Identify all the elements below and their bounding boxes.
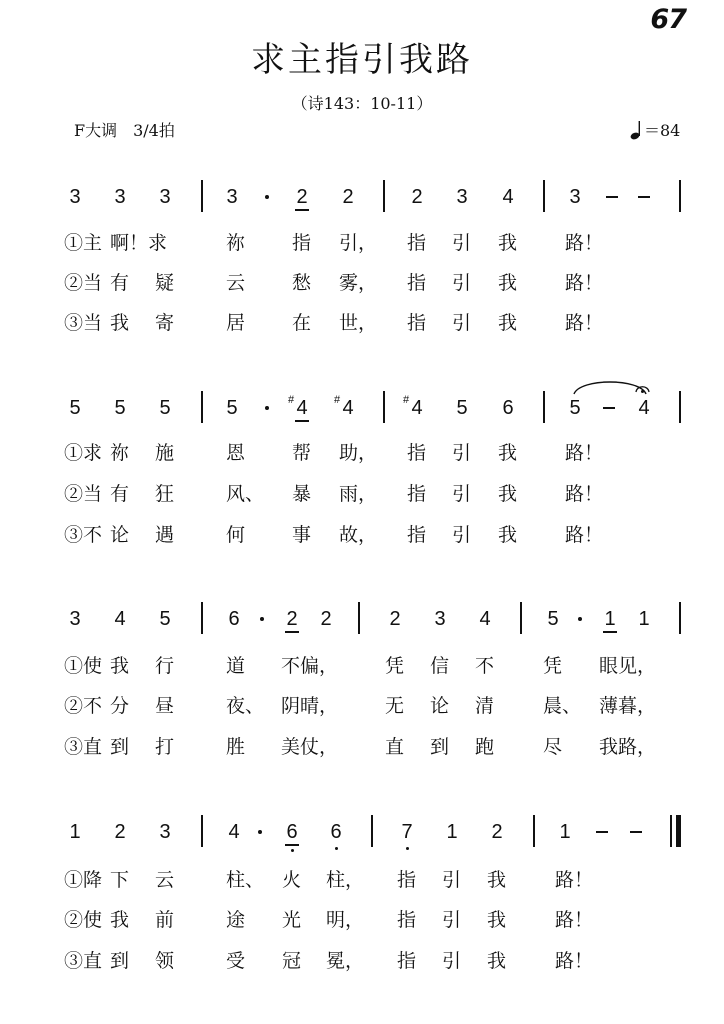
note: 4 bbox=[638, 397, 650, 419]
lyric: 清 bbox=[475, 695, 495, 717]
lyric: 美仗， bbox=[281, 736, 339, 758]
note: 3 bbox=[114, 186, 126, 208]
sharp-sign: # bbox=[288, 394, 295, 406]
bar-line bbox=[201, 815, 203, 847]
lyric: 引， bbox=[339, 232, 378, 254]
lyric: 我 bbox=[110, 909, 130, 931]
lyric: 疑 bbox=[155, 272, 175, 294]
bar-line bbox=[679, 180, 681, 212]
note-digit: 1 bbox=[604, 608, 616, 630]
lyric: 事 bbox=[292, 524, 312, 546]
lyric: 暴 bbox=[292, 483, 312, 505]
lyric: 居 bbox=[226, 312, 246, 334]
lyric: 火 bbox=[282, 869, 302, 891]
low-octave-dot bbox=[291, 849, 294, 852]
note bbox=[326, 820, 346, 844]
lyric: 云 bbox=[226, 272, 246, 294]
note: 3 bbox=[434, 608, 446, 630]
lyric: ②当 bbox=[64, 483, 103, 505]
note: 2 bbox=[114, 821, 126, 843]
lyric: 我 bbox=[498, 272, 518, 294]
lyric: 眼见， bbox=[599, 655, 657, 677]
lyric: 不 bbox=[475, 655, 495, 677]
note: 3 bbox=[226, 186, 238, 208]
lyric: 道 bbox=[226, 655, 246, 677]
note: 4 bbox=[114, 608, 126, 630]
lyric: 胜 bbox=[226, 736, 246, 758]
underline-mark bbox=[295, 420, 309, 422]
note: 5 bbox=[226, 397, 238, 419]
note bbox=[282, 820, 302, 844]
bar-line bbox=[383, 391, 385, 423]
note: 5 bbox=[114, 397, 126, 419]
lyric: 啊！求 bbox=[110, 232, 168, 254]
lyric: ③直 bbox=[64, 736, 103, 758]
note-digit: 6 bbox=[286, 821, 298, 843]
lyric: 指 bbox=[407, 312, 427, 334]
lyric: 狂 bbox=[155, 483, 175, 505]
lyric: 柱、 bbox=[226, 869, 265, 891]
bar-line bbox=[358, 602, 360, 634]
note-digit: 4 bbox=[342, 397, 354, 419]
bar-line bbox=[543, 180, 545, 212]
lyric: 雨， bbox=[339, 483, 378, 505]
bar-line bbox=[383, 180, 385, 212]
bar-line bbox=[543, 391, 545, 423]
note: 3 bbox=[569, 186, 581, 208]
lyric: 明， bbox=[326, 909, 365, 931]
augmentation-dot bbox=[260, 617, 264, 621]
underline-mark bbox=[285, 844, 299, 846]
lyric: 引 bbox=[442, 909, 462, 931]
note: 5 bbox=[69, 397, 81, 419]
lyric: 引 bbox=[452, 272, 472, 294]
note: 5 bbox=[456, 397, 468, 419]
lyric: 下 bbox=[110, 869, 130, 891]
sharp-sign: # bbox=[403, 394, 410, 406]
lyric: 指 bbox=[407, 483, 427, 505]
lyric: 凭 bbox=[543, 655, 563, 677]
note bbox=[403, 394, 427, 420]
bar-line bbox=[201, 391, 203, 423]
note: 2 bbox=[411, 186, 423, 208]
sustain-dash bbox=[630, 831, 642, 833]
lyric: 我 bbox=[110, 655, 130, 677]
lyric: 遇 bbox=[155, 524, 175, 546]
lyric: 到 bbox=[110, 950, 130, 972]
key-signature: F大调 3/4拍 bbox=[74, 121, 175, 140]
sustain-dash bbox=[606, 196, 618, 198]
lyric: 我 bbox=[498, 483, 518, 505]
note-digit: 4 bbox=[411, 397, 423, 419]
note bbox=[292, 185, 312, 209]
bar-line bbox=[201, 180, 203, 212]
lyric: 无 bbox=[385, 695, 405, 717]
lyric: 我 bbox=[498, 442, 518, 464]
note: 2 bbox=[389, 608, 401, 630]
lyric: 论 bbox=[430, 695, 450, 717]
sharp-sign: # bbox=[334, 394, 341, 406]
lyric: 路！ bbox=[555, 950, 594, 972]
lyric: 行 bbox=[155, 655, 175, 677]
lyric: 祢 bbox=[110, 442, 130, 464]
lyric: 寄 bbox=[155, 312, 175, 334]
note: 3 bbox=[456, 186, 468, 208]
lyric: 愁 bbox=[292, 272, 312, 294]
lyric: 指 bbox=[407, 272, 427, 294]
note: 6 bbox=[228, 608, 240, 630]
lyric: 帮 bbox=[292, 442, 312, 464]
lyric: 我 bbox=[498, 232, 518, 254]
lyric: 直 bbox=[385, 736, 405, 758]
lyric: 有 bbox=[110, 272, 130, 294]
sustain-dash bbox=[603, 407, 615, 409]
underline-mark bbox=[285, 631, 299, 633]
note: 4 bbox=[479, 608, 491, 630]
quarter-note-icon bbox=[630, 120, 644, 140]
note: 1 bbox=[559, 821, 571, 843]
lyric: 薄暮， bbox=[599, 695, 657, 717]
bar-line bbox=[371, 815, 373, 847]
lyric: 分 bbox=[110, 695, 130, 717]
lyric: 引 bbox=[442, 950, 462, 972]
note-digit: 7 bbox=[401, 821, 413, 843]
lyric: 故， bbox=[339, 524, 378, 546]
note: 1 bbox=[638, 608, 650, 630]
bar-line bbox=[679, 602, 681, 634]
lyric: ①使 bbox=[64, 655, 103, 677]
lyric: 风、 bbox=[226, 483, 265, 505]
sustain-dash bbox=[638, 196, 650, 198]
note-digit: 2 bbox=[296, 186, 308, 208]
lyric: 助， bbox=[339, 442, 378, 464]
lyric: 世， bbox=[339, 312, 378, 334]
note: 3 bbox=[69, 608, 81, 630]
lyric: ①主 bbox=[64, 232, 103, 254]
lyric: ①求 bbox=[64, 442, 103, 464]
lyric: ③直 bbox=[64, 950, 103, 972]
hymn-title: 求主指引我路 bbox=[251, 40, 473, 80]
page-number: 67 bbox=[650, 4, 686, 35]
lyric: 前 bbox=[155, 909, 175, 931]
note bbox=[600, 607, 620, 631]
lyric: 引 bbox=[452, 312, 472, 334]
lyric: 路！ bbox=[565, 442, 604, 464]
lyric: 路！ bbox=[565, 312, 604, 334]
final-thin-bar bbox=[670, 815, 672, 847]
note bbox=[288, 394, 312, 420]
tempo-value: ＝84 bbox=[644, 121, 681, 140]
note: 2 bbox=[320, 608, 332, 630]
lyric: 论 bbox=[110, 524, 130, 546]
lyric: 云 bbox=[155, 869, 175, 891]
lyric: ③当 bbox=[64, 312, 103, 334]
lyric: ②不 bbox=[64, 695, 103, 717]
note-digit: 4 bbox=[296, 397, 308, 419]
augmentation-dot bbox=[578, 617, 582, 621]
lyric: 我 bbox=[487, 909, 507, 931]
note: 2 bbox=[342, 186, 354, 208]
lyric: 引 bbox=[452, 232, 472, 254]
lyric: 祢 bbox=[226, 232, 246, 254]
sustain-dash bbox=[596, 831, 608, 833]
lyric: ①降 bbox=[64, 869, 103, 891]
lyric: 引 bbox=[452, 483, 472, 505]
lyric: 何 bbox=[226, 524, 246, 546]
lyric: 我 bbox=[487, 950, 507, 972]
augmentation-dot bbox=[258, 830, 262, 834]
lyric: 路！ bbox=[565, 272, 604, 294]
bar-line bbox=[520, 602, 522, 634]
lyric: 光 bbox=[282, 909, 302, 931]
low-octave-dot bbox=[335, 847, 338, 850]
note: 1 bbox=[446, 821, 458, 843]
note: 5 bbox=[569, 397, 581, 419]
low-octave-dot bbox=[406, 847, 409, 850]
lyric: 凭 bbox=[385, 655, 405, 677]
lyric: 路！ bbox=[565, 483, 604, 505]
lyric: 引 bbox=[452, 442, 472, 464]
note: 3 bbox=[69, 186, 81, 208]
note-digit: 2 bbox=[286, 608, 298, 630]
underline-mark bbox=[295, 209, 309, 211]
lyric: ②当 bbox=[64, 272, 103, 294]
lyric: 我路， bbox=[599, 736, 657, 758]
lyric: 阴晴， bbox=[281, 695, 339, 717]
tie-fermata-icon bbox=[570, 374, 660, 400]
lyric: 路！ bbox=[555, 869, 594, 891]
lyric: 恩 bbox=[226, 442, 246, 464]
lyric: 晨、 bbox=[543, 695, 582, 717]
note: 6 bbox=[502, 397, 514, 419]
lyric: 到 bbox=[430, 736, 450, 758]
final-thick-bar bbox=[676, 815, 681, 847]
lyric: 冕， bbox=[326, 950, 365, 972]
lyric: 指 bbox=[397, 950, 417, 972]
lyric: 路！ bbox=[565, 524, 604, 546]
lyric: 在 bbox=[292, 312, 312, 334]
lyric: ②使 bbox=[64, 909, 103, 931]
note: 5 bbox=[159, 397, 171, 419]
lyric: 我 bbox=[110, 312, 130, 334]
augmentation-dot bbox=[265, 406, 269, 410]
lyric: 柱， bbox=[326, 869, 365, 891]
note: 2 bbox=[491, 821, 503, 843]
lyric: 冠 bbox=[282, 950, 302, 972]
bar-line bbox=[679, 391, 681, 423]
note: 1 bbox=[69, 821, 81, 843]
tempo-marking bbox=[630, 118, 680, 141]
lyric: 引 bbox=[442, 869, 462, 891]
lyric: 有 bbox=[110, 483, 130, 505]
augmentation-dot bbox=[265, 195, 269, 199]
note-digit: 6 bbox=[330, 821, 342, 843]
lyric: 指 bbox=[397, 909, 417, 931]
note bbox=[282, 607, 302, 631]
lyric: 夜、 bbox=[226, 695, 265, 717]
lyric: 途 bbox=[226, 909, 246, 931]
note bbox=[397, 820, 417, 844]
bar-line bbox=[533, 815, 535, 847]
note bbox=[334, 394, 358, 420]
lyric: 领 bbox=[155, 950, 175, 972]
lyric: 指 bbox=[407, 442, 427, 464]
lyric: ③不 bbox=[64, 524, 103, 546]
note: 3 bbox=[159, 821, 171, 843]
underline-mark bbox=[603, 631, 617, 633]
lyric: 昼 bbox=[155, 695, 175, 717]
note: 4 bbox=[502, 186, 514, 208]
lyric: 尽 bbox=[543, 736, 563, 758]
lyric: 我 bbox=[498, 524, 518, 546]
lyric: 雾， bbox=[339, 272, 378, 294]
lyric: 打 bbox=[155, 736, 175, 758]
lyric: 我 bbox=[487, 869, 507, 891]
lyric: 引 bbox=[452, 524, 472, 546]
lyric: 指 bbox=[407, 524, 427, 546]
lyric: 信 bbox=[430, 655, 450, 677]
lyric: 指 bbox=[397, 869, 417, 891]
lyric: 跑 bbox=[475, 736, 495, 758]
lyric: 指 bbox=[407, 232, 427, 254]
lyric: 路！ bbox=[565, 232, 604, 254]
lyric: 施 bbox=[155, 442, 175, 464]
note: 5 bbox=[159, 608, 171, 630]
scripture-reference: （诗143：10-11） bbox=[291, 94, 433, 113]
note: 5 bbox=[547, 608, 559, 630]
lyric: 受 bbox=[226, 950, 246, 972]
lyric: 路！ bbox=[555, 909, 594, 931]
lyric: 指 bbox=[292, 232, 312, 254]
lyric: 不偏， bbox=[281, 655, 339, 677]
lyric: 到 bbox=[110, 736, 130, 758]
bar-line bbox=[201, 602, 203, 634]
note: 4 bbox=[228, 821, 240, 843]
lyric: 我 bbox=[498, 312, 518, 334]
note: 3 bbox=[159, 186, 171, 208]
